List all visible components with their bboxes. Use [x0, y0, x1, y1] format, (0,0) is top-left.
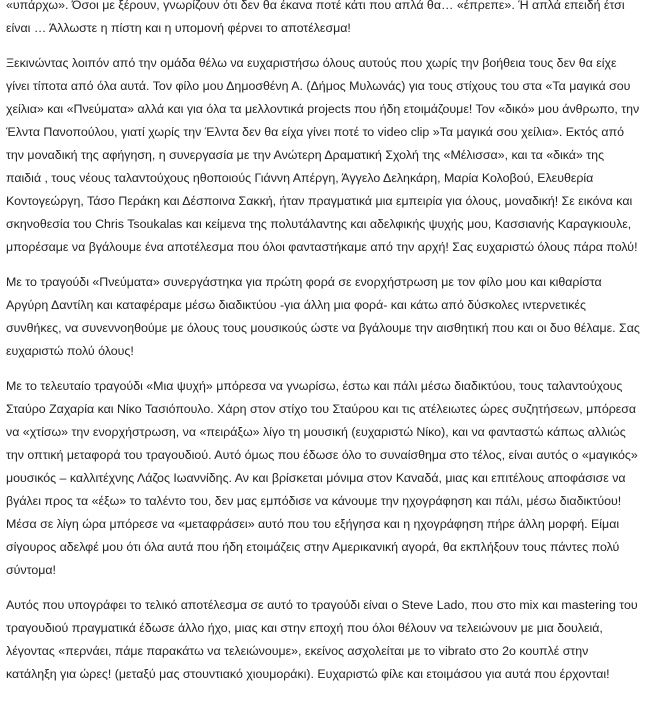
article-paragraph-5: Αυτός που υπογράφει το τελικό αποτέλεσμα σε αυτό το τραγούδι είναι ο Steve Lado, που στο mix και mastering του τραγουδιού πραγματικά έδωσε άλλο ήχο, μιας και στην εποχή που όλοι θέλουν να τελειώνουν με μια δουλειά, λέγοντας «περνάει, πάμε παρακάτω να τελειώνουμε», εκείνος ασχολείται με το vibrato στο 2ο κουπλέ στην κατάληξη για ώρες! (μεταξύ μας στουντιακό χιουμοράκι). Ευχαριστώ φίλε και ετοιμάσου για αυτά που έρχονται! [6, 598, 638, 681]
article-paragraph-4: Με το τελευταίο τραγούδι «Μια ψυχή» μπόρεσα να γνωρίσω, έστω και πάλι μέσω διαδικτύου, τους ταλαντούχους Σταύρο Ζαχαρία και Νίκο Τασιόπουλο. Χάρη στον στίχο του Σταύρου και τις ατέλειωτες ώρες συζητήσεων, μπόρεσα να «χτίσω» την ενορχήστρωση, να «πειράξω» λίγο τη μουσική (ευχαριστώ Νίκο), και να φανταστώ κάπως αλλιώς την οπτική μεταφορά του τραγουδιού. Αυτό όμως που έδωσε όλο το συναίσθημα στο τέλος, είναι αυτός ο «μαγικός» μουσικός – καλλιτέχνης Λάζος Ιωαννίδης. Αν και βρίσκεται μόνιμα στον Καναδά, μιας και επιτέλους αποφάσισε να βγάλει προς τα «έξω» το ταλέντο του, δεν μας εμπόδισε να κάνουμε την ηχογράφηση και πάλι, μέσω διαδικτύου! Μέσα σε λίγη ώρα μπόρεσε να «μεταφράσει» αυτό που του εξήγησα και η ηχογράφηση πήρε άλλη μορφή. Είμαι σίγουρος αδελφέ μου ότι όλα αυτά που ήδη ετοιμάζεις στην Αμερικανική αγορά, θα εκπλήξουν τους πάντες πολύ σύντομα! [6, 379, 638, 577]
article-paragraph-2: Ξεκινώντας λοιπόν από την ομάδα θέλω να ευχαριστήσω όλους αυτούς που χωρίς την βοήθεια τους δεν θα είχε γίνει τίποτα από όλα αυτά. Τον φίλο μου Δημοσθένη Α. (Δήμος Μυλωνάς) για τους στίχους του στα «Τα μαγικά σου χείλια» και «Πνεύματα» αλλά και για όλα τα μελλοντικά projects που ήδη ετοιμάζουμε! Τον «δικό» μου άνθρωπο, την Έλντα Πανοπούλου, γιατί χωρίς την Έλντα δεν θα είχα γίνει ποτέ το video clip »Τα μαγικά σου χείλια». Εκτός από την μοναδική της αφήγηση, η συνεργασία με την Ανώτερη Δραματική Σχολή της «Μέλισσα», και τα «δικά» της παιδιά , τους νέους ταλαντούχους ηθοποιούς Γιάννη Απέργη, Άγγελο Δεληκάρη, Μαρία Κολοβού, Ελευθερία Κοντογεώργη, Τάσο Περάκη και Δέσποινα Σακκή, ήταν πραγματικά μια εμπειρία για όλους, μοναδική! Σε εικόνα και σκηνοθεσία του Chris Tsoukalas και κείμενα της πολυτάλαντης και αδελφικής ψυχής μου, Κασσιανής Καραγκιουλε, μπορέσαμε να βγάλουμε ένα αποτέλεσμα που όλοι φανταστήκαμε από την αρχή! Σας ευχαριστώ όλους πάρα πολύ! [6, 56, 640, 254]
article-body [6, 0, 642, 698]
article-paragraph-3: Με το τραγούδι «Πνεύματα» συνεργάστηκα για πρώτη φορά σε ενορχήστρωση με τον φίλο μου και κιθαρίστα Αργύρη Δαντίλη και καταφέραμε μέσω διαδικτύου -για άλλη μια φορά- και κάτω από δύσκολες ιντερνετικές συνθήκες, να συνεννοηθούμε με όλους τους μουσικούς ώστε να βγάλουμε την αισθητική που και οι δυο θέλαμε. Σας ευχαριστώ πολύ όλους! [6, 275, 640, 358]
article-paragraph-1: «υπάρχω». Όσοι με ξέρουν, γνωρίζουν ότι δεν θα έκανα ποτέ κάτι που απλά θα… «έπρεπε». Ή απλά επειδή έτσι είναι … Άλλωστε η πίστη και η υπομονή φέρνει το αποτέλεσμα! [6, 0, 625, 35]
